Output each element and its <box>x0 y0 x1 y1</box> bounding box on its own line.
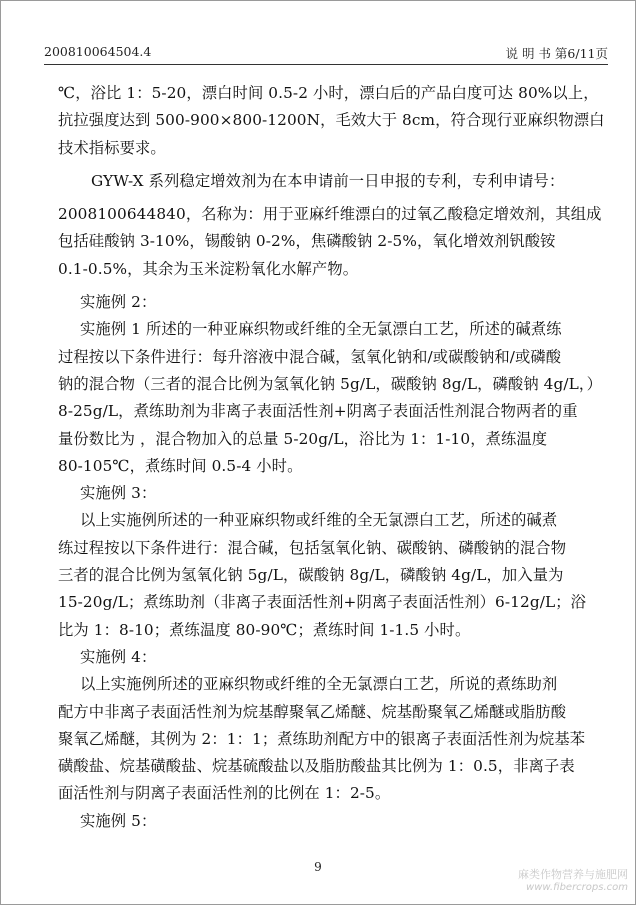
section-heading: 实施例 5： <box>80 811 157 830</box>
section-heading: 实施例 3： <box>80 484 157 503</box>
document-body <box>58 80 605 835</box>
text-line: 钠的混合物（三者的混合比例为氢氧化钠 5g/L，碳酸钠 8g/L，磷酸钠 4g/L，） <box>58 374 603 393</box>
text-line: 量份数比为 ，混合物加入的总量 5-20g/L，浴比为 1：1-10，煮练温度 <box>58 429 548 448</box>
watermark-line-1: 麻类作物营养与施肥网 <box>518 868 628 881</box>
text-line: 过程按以下条件进行：每升溶液中混合碱，氢氧化钠和/或碳酸钠和/或磷酸 <box>58 347 562 366</box>
text-line: 配方中非离子表面活性剂为烷基醇聚氧乙烯醚、烷基酚聚氧乙烯醚或脂肪酸 <box>58 702 567 721</box>
text-line: 200810064484​0，名称为：用于亚麻纤维漂白的过氧乙酸稳定增效剂，其组成 <box>58 205 602 224</box>
page-header <box>44 40 608 62</box>
page-number: 9 <box>314 860 322 874</box>
text-line: GYW-X 系列稳定增效剂为在本申请前一日申报的专利，专利申请号： <box>91 171 565 190</box>
text-line: 比为 1：8-10；煮练温度 80-90℃；煮练时间 1-1.5 小时。 <box>58 620 471 639</box>
text-line: 8-25g/L，煮练助剂为非离子表面活性剂+阴离子表面活性剂混合物两者的重 <box>58 402 578 421</box>
header-rule <box>44 64 608 65</box>
section-heading: 实施例 4： <box>80 647 157 666</box>
text-line: 练过程按以下条件进行：混合碱，包括氢氧化钠、碳酸钠、磷酸钠的混合物 <box>58 538 567 557</box>
text-line: 0.1-0.5%，其余为玉米淀粉氧化水解产物。 <box>58 259 359 278</box>
text-line: 三者的混合比例为氢氧化钠 5g/L，碳酸钠 8g/L，磷酸钠 4g/L，加入量为 <box>58 566 564 585</box>
text-line: 面活性剂与阴离子表面活性剂的比例在 1：2-5。 <box>58 784 391 803</box>
text-line: ℃，浴比 1：5-20，漂白时间 0.5-2 小时，漂白后的产品白度可达 80%以上， <box>58 84 599 102</box>
watermark <box>518 868 628 894</box>
section-heading: 实施例 2： <box>80 293 157 312</box>
text-line: 技术指标要求。 <box>58 138 166 157</box>
text-line: 包括硅酸钠 3-10%，锡酸钠 0-2%，焦磷酸钠 2-5%，氧化增效剂钒酸铵 <box>58 232 556 251</box>
text-line: 以上实施例所述的一种亚麻织物或纤维的全无氯漂白工艺，所述的碱煮 <box>80 511 558 530</box>
text-line: 磺酸盐、烷基磺酸盐、烷基硫酸盐以及脂肪酸盐其比例为 1：0.5，非离子表 <box>58 757 575 776</box>
text-line: 聚氧乙烯醚，其例为 2：1：1；煮练助剂配方中的银离子表面活性剂为烷基苯 <box>58 729 586 748</box>
text-line: 15-20g/L；煮练助剂（非离子表面活性剂+阴离子表面活性剂）6-12g/L；浴 <box>58 593 587 612</box>
document-type-page: 说 明 书 第6/11页 <box>505 46 608 61</box>
text-line: 实施例 1 所述的一种亚麻织物或纤维的全无氯漂白工艺，所述的碱煮练 <box>80 320 562 339</box>
text-line: 80-105℃，煮练时间 0.5-4 小时。 <box>58 456 303 475</box>
watermark-line-2: www.fibercrops.com <box>526 882 628 893</box>
document-number: 200810064504.4 <box>44 44 152 59</box>
text-line: 抗拉强度达到 500-900×800-1200N，毛效大于 8cm，符合现行亚麻织物漂白 <box>58 111 605 130</box>
text-line: 以上实施例所述的亚麻织物或纤维的全无氯漂白工艺，所说的煮练助剂 <box>80 675 558 694</box>
